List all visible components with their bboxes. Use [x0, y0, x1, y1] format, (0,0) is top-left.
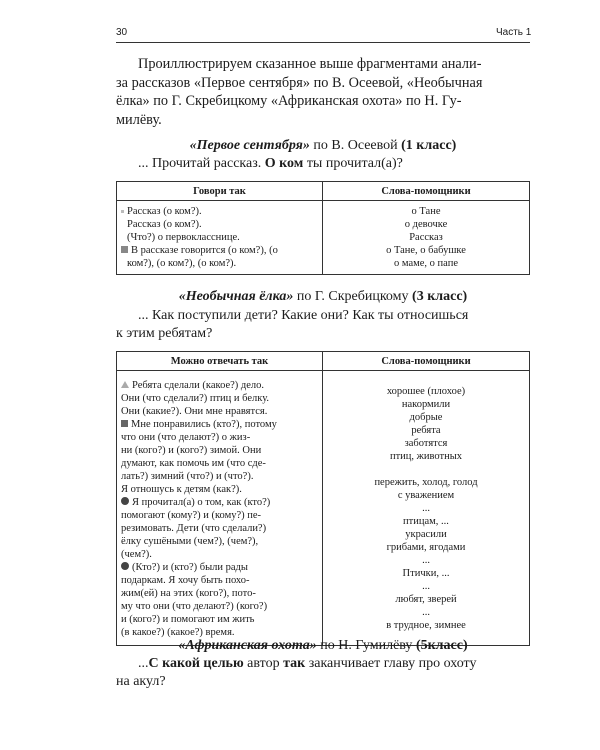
story-author: по В. Осеевой: [309, 138, 402, 153]
helper-word: ...: [422, 503, 430, 514]
col-header-helpers: Слова-помощники: [323, 352, 530, 371]
table-line: Я прочитал(а) о том, как (кто?): [121, 496, 318, 509]
task-line: [116, 306, 530, 325]
table-line: резимовать. Дети (что сделали?): [121, 523, 267, 534]
table-first-september: [116, 181, 530, 275]
task-text: ... Прочитай рассказ.: [138, 156, 265, 171]
table-line: подаркам. Я хочу быть похо-: [121, 575, 250, 586]
table-line: и (кого?) и помогают им жить: [121, 614, 255, 625]
story-title: «Африканская охота»: [178, 638, 317, 653]
helper-word: заботятся: [404, 438, 448, 449]
task-text: к этим ребятам?: [116, 326, 213, 341]
helper-word: Рассказ: [409, 232, 443, 243]
header-rule: [116, 42, 530, 43]
triangle-icon: [121, 381, 129, 388]
section-title: [116, 137, 530, 155]
story-title: «Первое сентября»: [189, 138, 310, 153]
table-line: В рассказе говорится (о ком?), (о: [121, 244, 318, 257]
helper-word: ...: [422, 555, 430, 566]
circle-bullet-icon: [121, 562, 129, 570]
helper-word: ...: [422, 607, 430, 618]
table-cell-left: [117, 371, 323, 646]
helper-word: хорошее (плохое): [386, 386, 466, 397]
intro-line: Проиллюстрируем сказанное выше фрагментами анали-: [138, 56, 482, 72]
helper-word: добрые: [409, 412, 443, 423]
table-line: му что они (что делают?) (кого?): [121, 601, 268, 612]
task-text: ... Как поступили дети? Какие они? Как ты относишься: [138, 308, 469, 323]
table-unusual-tree: [116, 351, 530, 646]
table-line: думают, как помочь им (что сде-: [121, 458, 266, 469]
table-line: Рассказ (о ком?).: [127, 219, 202, 230]
helper-word: украсили: [405, 529, 447, 540]
story-title: «Необычная ёлка»: [178, 289, 294, 304]
helper-word: птицам, ...: [403, 516, 449, 527]
table-line: (Кто?) и (кто?) были рады: [121, 561, 318, 574]
table-line: Я отношусь к детям (как?).: [121, 484, 242, 495]
task-line: [116, 655, 530, 673]
square-bullet-icon: [121, 420, 128, 427]
helper-word: с уважением: [397, 490, 455, 501]
table-line: (Что?) о первокласснице.: [127, 232, 240, 243]
task-emphasis: так: [283, 656, 306, 671]
story-author: по Н. Гумилёву: [316, 638, 416, 653]
task-text: заканчивает главу про охоту: [305, 656, 477, 671]
table-line: лать?) зимний (что?) и (что?).: [121, 471, 254, 482]
section-title: [116, 288, 530, 306]
helper-word: птиц, животных: [389, 451, 463, 462]
table-line: (чем?).: [121, 549, 152, 560]
task-emphasis: С какой целью: [148, 656, 244, 671]
helper-word: любят, зверей: [395, 594, 457, 605]
helper-word: в трудное, зимнее: [386, 620, 466, 631]
task-emphasis: О ком: [264, 156, 304, 171]
helper-word: ребята: [411, 425, 441, 436]
table-line: Мне понравились (кто?), потому: [121, 418, 318, 431]
task-text: ...: [138, 656, 149, 671]
section-unusual-tree: [116, 288, 530, 343]
intro-paragraph: [116, 55, 530, 129]
table-line: Ребята сделали (какое?) дело.: [121, 379, 318, 392]
helper-word: [327, 463, 525, 476]
table-cell-left: [117, 201, 323, 275]
col-header-answer: Можно отвечать так: [117, 352, 323, 371]
intro-line: за рассказов «Первое сентября» по В. Осеевой, «Необычная: [116, 74, 483, 91]
table-line: жим(ей) на этих (кого?), пото-: [121, 588, 256, 599]
col-header-say: Говори так: [117, 182, 323, 201]
table-cell-right: [323, 371, 530, 646]
helper-word: о маме, о папе: [394, 258, 458, 269]
intro-line: ёлка» по Г. Скребицкому «Африканская охота» по Н. Гу-: [116, 93, 462, 109]
table-line: Рассказ (о ком?).: [121, 205, 318, 218]
table-line: Они (какие?). Они мне нравятся.: [121, 406, 268, 417]
section-african-hunt: [116, 637, 530, 691]
table-cell-right: [323, 201, 530, 275]
col-header-helpers: Слова-помощники: [323, 182, 530, 201]
intro-line: милёву.: [116, 111, 162, 128]
table-line: (в какое?) (какое?) время.: [121, 627, 235, 638]
section-title: [116, 637, 530, 655]
table-line: Они (что сделали?) птиц и белку.: [121, 393, 270, 404]
helper-word: Птички, ...: [402, 568, 450, 579]
helper-word: о Тане: [411, 206, 441, 217]
task-line: [116, 325, 530, 343]
grade-label: (3 класс): [412, 289, 468, 304]
square-bullet-icon: [121, 246, 128, 253]
helper-word: грибами, ягодами: [386, 542, 466, 553]
section-first-september: [116, 137, 530, 173]
helper-word: накормили: [401, 399, 451, 410]
table-line: что они (что делают?) о жиз-: [121, 432, 251, 443]
page-number: 30: [116, 27, 128, 38]
grade-label: (1 класс): [401, 138, 457, 153]
task-text: ты прочитал(а)?: [303, 156, 403, 171]
helper-word: пережить, холод, голод: [374, 477, 478, 488]
helper-word: о девочке: [404, 219, 448, 230]
task-line: [116, 155, 530, 173]
table-line: ни (кого?) и (кого?) зимой. Они: [121, 445, 262, 456]
pin-icon: [121, 210, 124, 213]
task-line: на акул?: [116, 674, 166, 689]
table-line: помогают (кому?) и (кому?) пе-: [121, 510, 262, 521]
helper-word: ...: [422, 581, 430, 592]
helper-word: о Тане, о бабушке: [386, 245, 466, 256]
table-line: ком?), (о ком?), (о ком?).: [127, 258, 237, 269]
task-text: автор: [243, 656, 284, 671]
running-header-part: Часть 1: [496, 27, 532, 38]
grade-label: (5класс): [415, 638, 468, 653]
story-author: по Г. Скребицкому: [293, 289, 413, 304]
table-line: ёлку сушёными (чем?), (чем?),: [121, 536, 259, 547]
circle-bullet-icon: [121, 497, 129, 505]
